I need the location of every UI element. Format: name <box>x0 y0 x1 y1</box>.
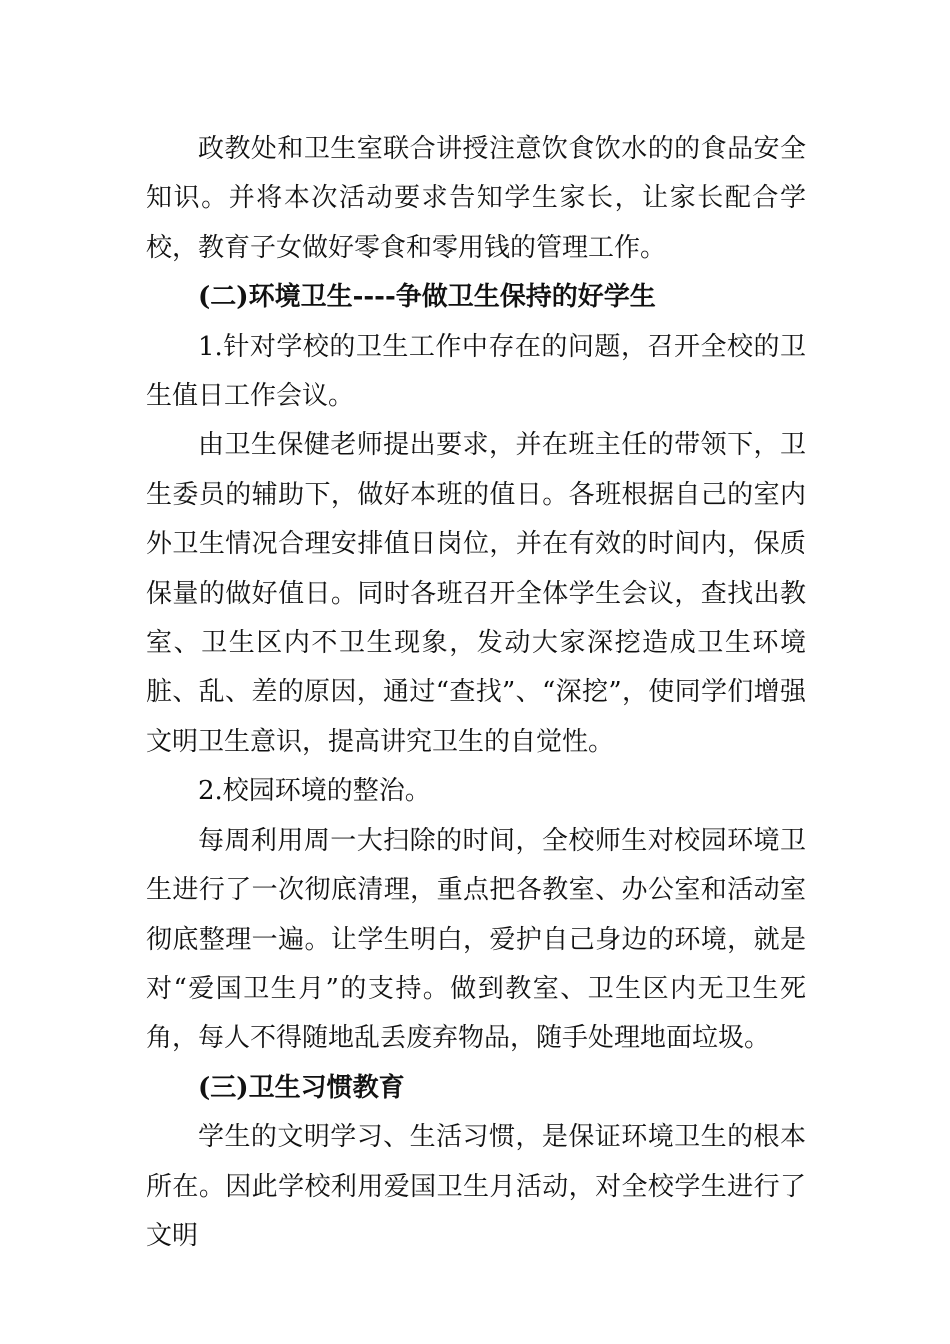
paragraph-habits-education: 学生的文明学习、生活习惯，是保证环境卫生的根本所在。因此学校利用爱国卫生月活动，对全校学生进行了文明 <box>146 1122 806 1251</box>
paragraph-duty-arrangement: 由卫生保健老师提出要求，并在班主任的带领下，卫生委员的辅助下，做好本班的值日。各班根据自己的室内外卫生情况合理安排值日岗位，并在有效的时间内，保质保量的做好值日。同时各班召开全体学生会议，查找出教室、卫生区内不卫生现象，发动大家深挖造成卫生环境脏、乱、差的原因，通过“查找”、“深挖”，使同学们增强文明卫生意识，提高讲究卫生的自觉性。 <box>146 430 806 757</box>
paragraph-item-1: 1.针对学校的卫生工作中存在的问题，召开全校的卫生值日工作会议。 <box>146 331 806 412</box>
section-heading-habits: (三)卫生习惯教育 <box>198 1072 405 1103</box>
document-body <box>146 125 806 1261</box>
paragraph-campus-cleanup: 每周利用周一大扫除的时间，全校师生对校园环境卫生进行了一次彻底清理，重点把各教室、办公室和活动室彻底整理一遍。让学生明白，爱护自己身边的环境，就是对“爱国卫生月”的支持。做到教室、卫生区内无卫生死角，每人不得随地乱丢废弃物品，随手处理地面垃圾。 <box>146 825 806 1054</box>
section-heading-environment: (二)环境卫生----争做卫生保持的好学生 <box>198 282 656 313</box>
paragraph-food-safety: 政教处和卫生室联合讲授注意饮食饮水的的食品安全知识。并将本次活动要求告知学生家长，让家长配合学校，教育子女做好零食和零用钱的管理工作。 <box>146 134 806 263</box>
paragraph-item-2: 2.校园环境的整治。 <box>198 776 431 807</box>
